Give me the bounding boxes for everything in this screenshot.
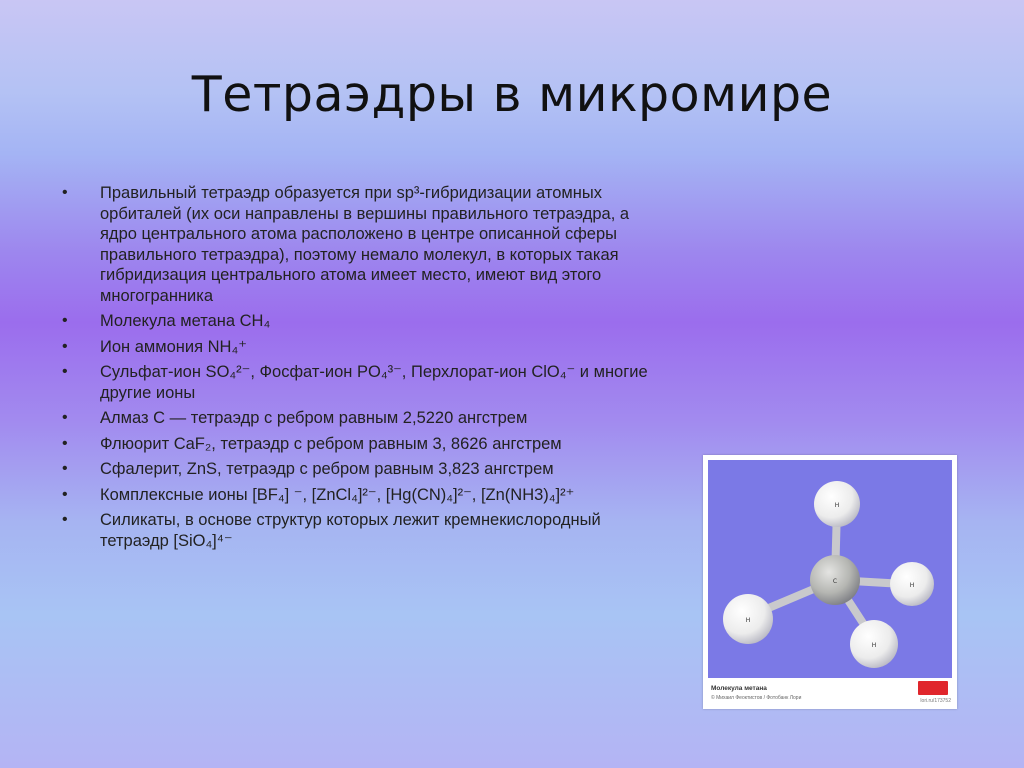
bullet-item: • Силикаты, в основе структур которых лежит кремнекислородный тетраэдр [SiO₄]⁴⁻ bbox=[62, 510, 662, 551]
bullet-item: • Комплексные ионы [BF₄] ⁻, [ZnCl₄]²⁻, [Hg(CN)₄]²⁻, [Zn(NH3)₄]²⁺ bbox=[62, 485, 662, 506]
methane-molecule-image bbox=[703, 455, 957, 709]
bullet-item: • Правильный тетраэдр образуется при sp³-гибридизации атомных орбиталей (их оси направлены в вершины правильного тетраэдра, а ядро центрального атома расположено в центре описанной сферы правильного тетраэдра), поэтому немало молекул, в которых такая гибридизация центрального атома имеет место, имеют вид этого многогранника bbox=[62, 183, 662, 306]
atom-label-bottom: H bbox=[871, 642, 877, 649]
figure-caption: Молекула метана bbox=[711, 685, 767, 692]
lori-logo-icon bbox=[918, 681, 948, 695]
bullet-item: • Алмаз C — тетраэдр с ребром равным 2,5220 ангстрем bbox=[62, 408, 662, 429]
methane-molecule-drawing bbox=[708, 460, 952, 678]
bullet-list bbox=[62, 183, 662, 556]
figure-id: lori.ru/173752 bbox=[920, 698, 951, 704]
atom-label-left: H bbox=[745, 617, 751, 624]
atom-label-center: C bbox=[832, 578, 838, 585]
atom-label-right: H bbox=[909, 582, 915, 589]
bullet-item: • Сульфат-ион SO₄²⁻, Фосфат-ион PO₄³⁻, Перхлорат-ион ClO₄⁻ и многие другие ионы bbox=[62, 362, 662, 403]
atom-label-top: H bbox=[834, 502, 840, 509]
bullet-item: • Флюорит CaF₂, тетраэдр с ребром равным 3, 8626 ангстрем bbox=[62, 434, 662, 455]
figure-credit: © Михаил Феоктистов / Фотобанк Лори bbox=[711, 695, 802, 701]
bullet-item: • Ион аммония NH₄⁺ bbox=[62, 337, 662, 358]
slide-title: Тетраэдры в микромире bbox=[191, 66, 833, 123]
bullet-item: • Сфалерит, ZnS, тетраэдр с ребром равным 3,823 ангстрем bbox=[62, 459, 662, 480]
bullet-item: • Молекула метана CH₄ bbox=[62, 311, 662, 332]
